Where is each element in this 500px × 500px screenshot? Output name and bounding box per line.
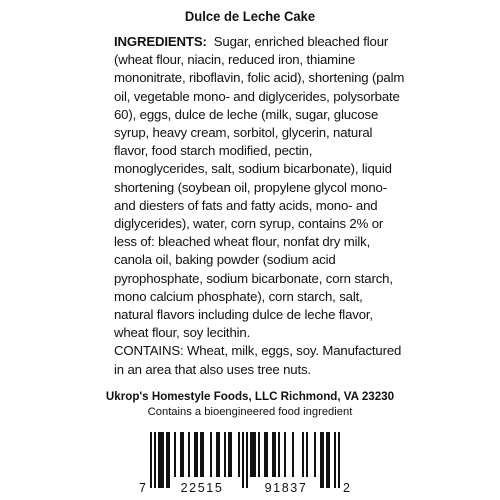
- ingredients-line: monoglycerides, salt, sodium bicarbonate), liquid: [114, 161, 392, 177]
- ingredients-line: mono calcium phosphate), corn starch, salt,: [114, 288, 363, 304]
- barcode-bar: [180, 432, 184, 477]
- barcode-bars: [150, 432, 340, 488]
- barcode-bar: [264, 432, 268, 477]
- barcode-bar: [326, 432, 330, 488]
- ingredients-line: oil, vegetable mono- and diglycerides, polysorbate: [114, 88, 400, 104]
- ingredients-line: less of: bleached wheat flour, nonfat dry milk,: [114, 234, 371, 250]
- barcode-bar: [150, 432, 152, 488]
- barcode-bar: [320, 432, 324, 488]
- manufacturer-address: Ukrop's Homestyle Foods, LLC Richmond, VA 23230: [105, 390, 395, 403]
- barcode-bar: [194, 432, 198, 477]
- ingredients-line: diglycerides), water, corn syrup, contains 2% or: [114, 216, 384, 232]
- ingredients-line: wheat flour, soy lecithin.: [114, 325, 251, 341]
- barcode-bar: [158, 432, 164, 488]
- ingredients-line: 60), eggs, dulce de leche (milk, sugar, glucose: [114, 106, 379, 122]
- barcode-bar: [166, 432, 170, 488]
- ingredients-line: mononitrate, riboflavin, folic acid), shortening (palm: [114, 70, 405, 86]
- ingredients-line: and diesters of fats and fatty acids, mono- and: [114, 197, 378, 213]
- ingredients-text: Sugar, enriched bleached flour: [206, 34, 389, 49]
- barcode-bar: [242, 432, 244, 488]
- barcode-bar: [258, 432, 260, 477]
- allergen-statement: CONTAINS: Wheat, milk, eggs, soy. Manufactured: [114, 343, 402, 359]
- barcode-bar: [314, 432, 316, 477]
- barcode-number-system: 7: [139, 481, 146, 494]
- ingredients-label: INGREDIENTS:: [114, 34, 207, 49]
- ingredients-line: syrup, heavy cream, sorbitol, glycerin, natural: [114, 125, 373, 141]
- barcode-bar: [284, 432, 286, 477]
- ingredients-line: natural flavors including dulce de leche flavor,: [114, 307, 373, 323]
- barcode-bar: [278, 432, 280, 477]
- barcode-bar: [188, 432, 190, 477]
- barcode-bar: [154, 432, 156, 488]
- barcode-bar: [216, 432, 220, 477]
- barcode-graphic: [138, 432, 352, 494]
- bioengineered-disclosure: Contains a bioengineered food ingredient: [147, 406, 353, 418]
- barcode-bar: [174, 432, 176, 477]
- barcode-bar: [334, 432, 336, 488]
- ingredients-line: flavor, food starch modified, pectin,: [114, 143, 313, 159]
- product-title: Dulce de Leche Cake: [184, 8, 316, 24]
- ingredients-block: [114, 33, 414, 379]
- barcode-bar: [228, 432, 232, 477]
- barcode-left-digits: 22515: [180, 481, 224, 494]
- ingredients-line: [114, 33, 414, 51]
- barcode-bar: [210, 432, 212, 477]
- ingredients-line: pyrophosphate, sodium bicarbonate, corn starch,: [114, 270, 393, 286]
- barcode-bar: [338, 432, 340, 488]
- allergen-statement: in an area that also uses tree nuts.: [114, 361, 311, 377]
- ingredients-line: canola oil, baking powder (sodium acid: [114, 252, 336, 268]
- barcode-bar: [224, 432, 226, 477]
- barcode-right-digits: 91837: [264, 481, 308, 494]
- barcode-check-digit: 2: [343, 481, 350, 494]
- ingredients-line: shortening (soybean oil, propylene glycol mono-: [114, 179, 387, 195]
- barcode-bar: [250, 432, 256, 477]
- barcode-bar: [302, 432, 304, 477]
- barcode-bar: [238, 432, 240, 477]
- barcode-bar: [272, 432, 276, 477]
- barcode-bar: [306, 432, 308, 477]
- barcode-bar: [246, 432, 248, 488]
- ingredients-line: (wheat flour, niacin, reduced iron, thiamine: [114, 52, 356, 68]
- barcode-bar: [292, 432, 294, 477]
- upc-barcode: [138, 432, 352, 494]
- barcode-bar: [200, 432, 204, 477]
